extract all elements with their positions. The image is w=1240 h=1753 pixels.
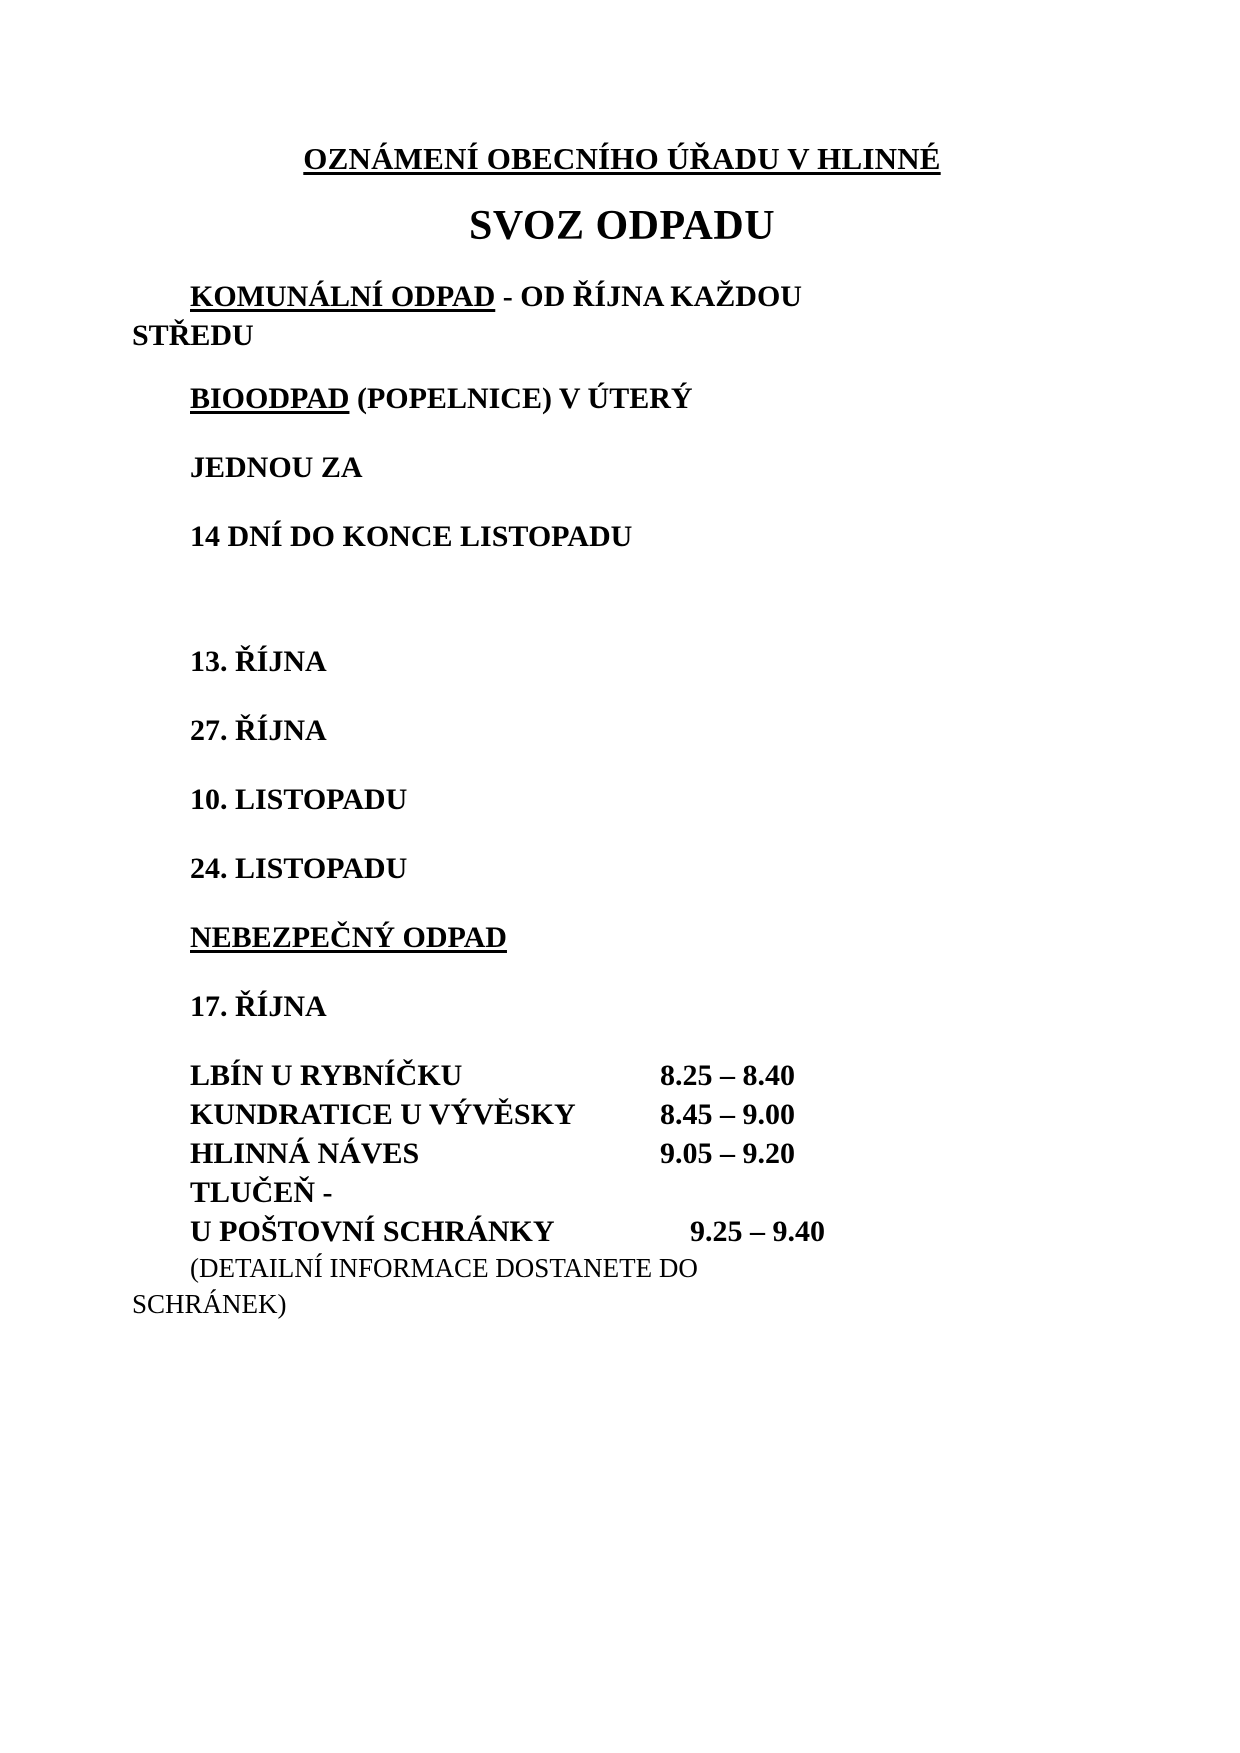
stop-place: HLINNÁ NÁVES: [190, 1137, 420, 1171]
hazardous-waste-section: [132, 918, 1112, 1322]
table-row: [132, 1173, 1112, 1212]
hazardous-waste-date: 17. ŘÍJNA: [190, 990, 327, 1024]
bio-waste-frequency-line-1: JEDNOU ZA: [190, 451, 363, 485]
bio-waste-date-1: 13. ŘÍJNA: [190, 645, 327, 679]
stop-time: 8.45 – 9.00: [660, 1098, 795, 1132]
bio-waste-schedule: (POPELNICE) V ÚTERÝ: [349, 382, 693, 416]
stop-time: 9.25 – 9.40: [690, 1215, 825, 1249]
table-row: [132, 1212, 1112, 1251]
municipal-waste-label: KOMUNÁLNÍ ODPAD: [190, 280, 496, 314]
page-title: SVOZ ODPADU: [468, 202, 776, 249]
stop-place: KUNDRATICE U VÝVĚSKY: [190, 1098, 576, 1132]
document-body: [132, 140, 1112, 1346]
stop-place: TLUČEŇ -: [190, 1176, 333, 1210]
bio-waste-label: BIOODPAD: [190, 382, 350, 416]
table-row: [132, 1134, 1112, 1173]
table-row: [132, 1095, 1112, 1134]
stop-time: 8.25 – 8.40: [660, 1059, 795, 1093]
bio-waste-date-2: 27. ŘÍJNA: [190, 714, 327, 748]
bio-waste-frequency-line-2: 14 DNÍ DO KONCE LISTOPADU: [190, 520, 633, 554]
bio-waste-date-3: 10. LISTOPADU: [190, 783, 408, 817]
bio-waste-section: [132, 379, 1112, 888]
hazardous-waste-label: NEBEZPEČNÝ ODPAD: [190, 921, 507, 955]
hazardous-waste-note-line-1: (DETAILNÍ INFORMACE DOSTANETE DO: [190, 1253, 698, 1284]
municipal-waste-continuation: STŘEDU: [132, 319, 254, 353]
stop-time: 9.05 – 9.20: [660, 1137, 795, 1171]
hazardous-waste-heading: [132, 918, 1112, 957]
stop-place: LBÍN U RYBNÍČKU: [190, 1059, 463, 1093]
municipal-waste-section: [132, 277, 1112, 355]
bio-waste-date-4: 24. LISTOPADU: [190, 852, 408, 886]
stop-place: U POŠTOVNÍ SCHRÁNKY: [190, 1215, 555, 1249]
office-notice-heading: [132, 140, 1112, 179]
hazardous-waste-note-line-2: SCHRÁNEK): [132, 1288, 287, 1319]
bio-waste-line: [132, 379, 1112, 418]
office-notice-heading-text: OZNÁMENÍ OBECNÍHO ÚŘADU V HLINNÉ: [303, 141, 941, 176]
municipal-waste-schedule: - OD ŘÍJNA KAŽDOU: [495, 280, 802, 314]
municipal-waste-line: [132, 277, 1112, 316]
table-row: [132, 1056, 1112, 1095]
